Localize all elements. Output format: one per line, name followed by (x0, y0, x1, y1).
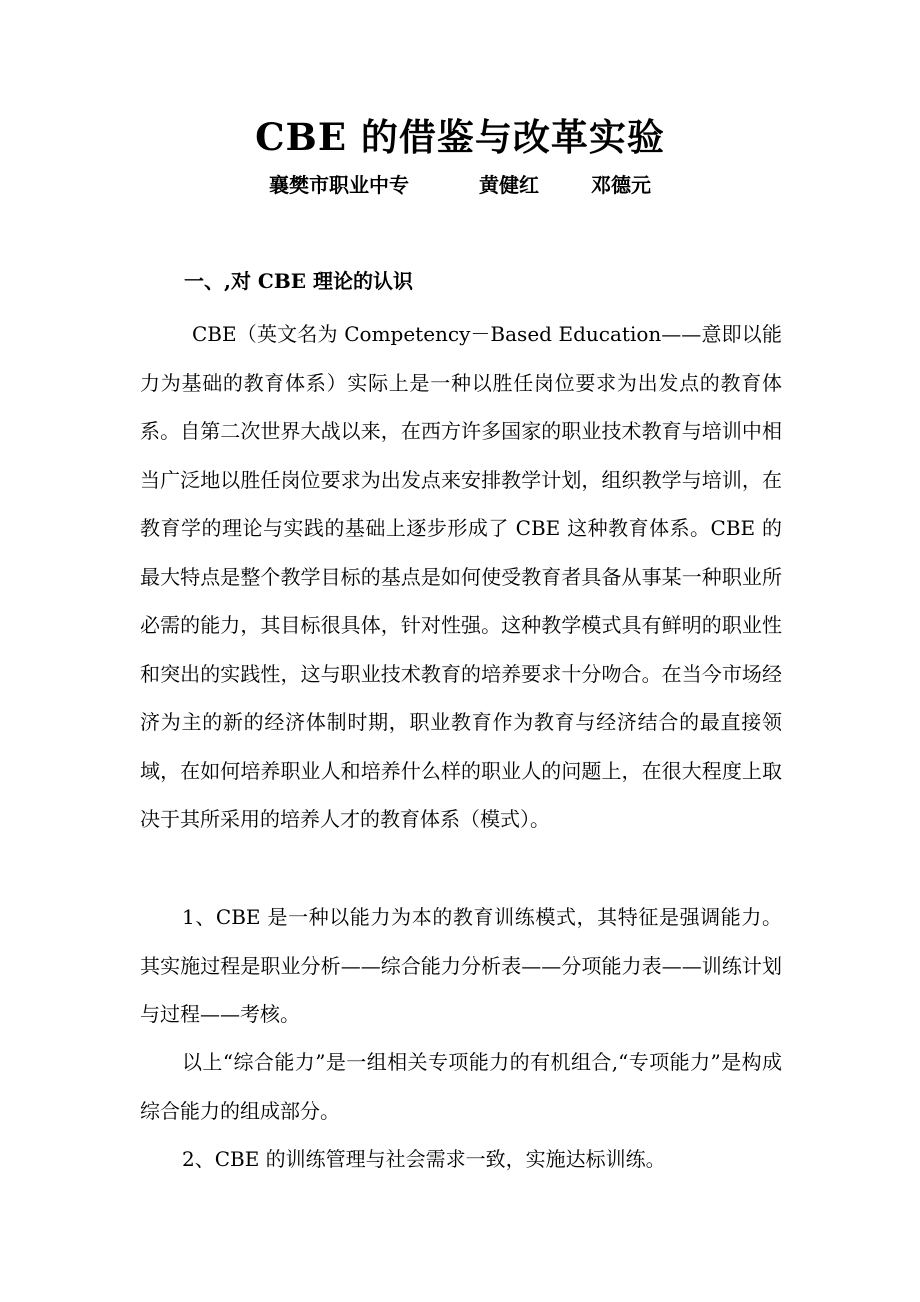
byline-author-2: 邓德元 (591, 173, 651, 197)
paragraph: 以上“综合能力”是一组相关专项能力的有机组合,“专项能力”是构成综合能力的组成部分。 (140, 1050, 782, 1123)
byline-school: 襄樊市职业中专 (269, 173, 409, 197)
paragraph: 1、CBE 是一种以能力为本的教育训练模式，其特征是强调能力。其实施过程是职业分析——综合能力分析表——分项能力表——训练计划与过程——考核。 (140, 905, 782, 1026)
byline-author-1: 黄健红 (479, 173, 539, 197)
byline (0, 170, 920, 200)
document-title: CBE 的借鉴与改革实验 (255, 115, 665, 159)
section-heading: 一、,对 CBE 理论的认识 (184, 269, 413, 293)
paragraph: 2、CBE 的训练管理与社会需求一致，实施达标训练。 (182, 1147, 666, 1171)
paragraph: CBE（英文名为 Competency－Based Education——意即以能力为基础的教育体系）实际上是一种以胜任岗位要求为出发点的教育体系。自第二次世界大战以来，在西方许多国家的职业技术教育与培训中相当广泛地以胜任岗位要求为出发点来安排教学计划，组织教学与培训，在教育学的理论与实践的基础上逐步形成了 CBE 这种教育体系。CBE 的最大特点是整个教学目标的基点是如何使受教育者具备从事某一种职业所必需的能力，其目标很具体，针对性强。这种教学模式具有鲜明的职业性和突出的实践性，这与职业技术教育的培养要求十分吻合。在当今市场经济为主的新的经济体制时期，职业教育作为教育与经济结合的最直接领域，在如何培养职业人和培养什么样的职业人的问题上，在很大程度上取决于其所采用的培养人才的教育体系（模式）。 (140, 322, 782, 831)
